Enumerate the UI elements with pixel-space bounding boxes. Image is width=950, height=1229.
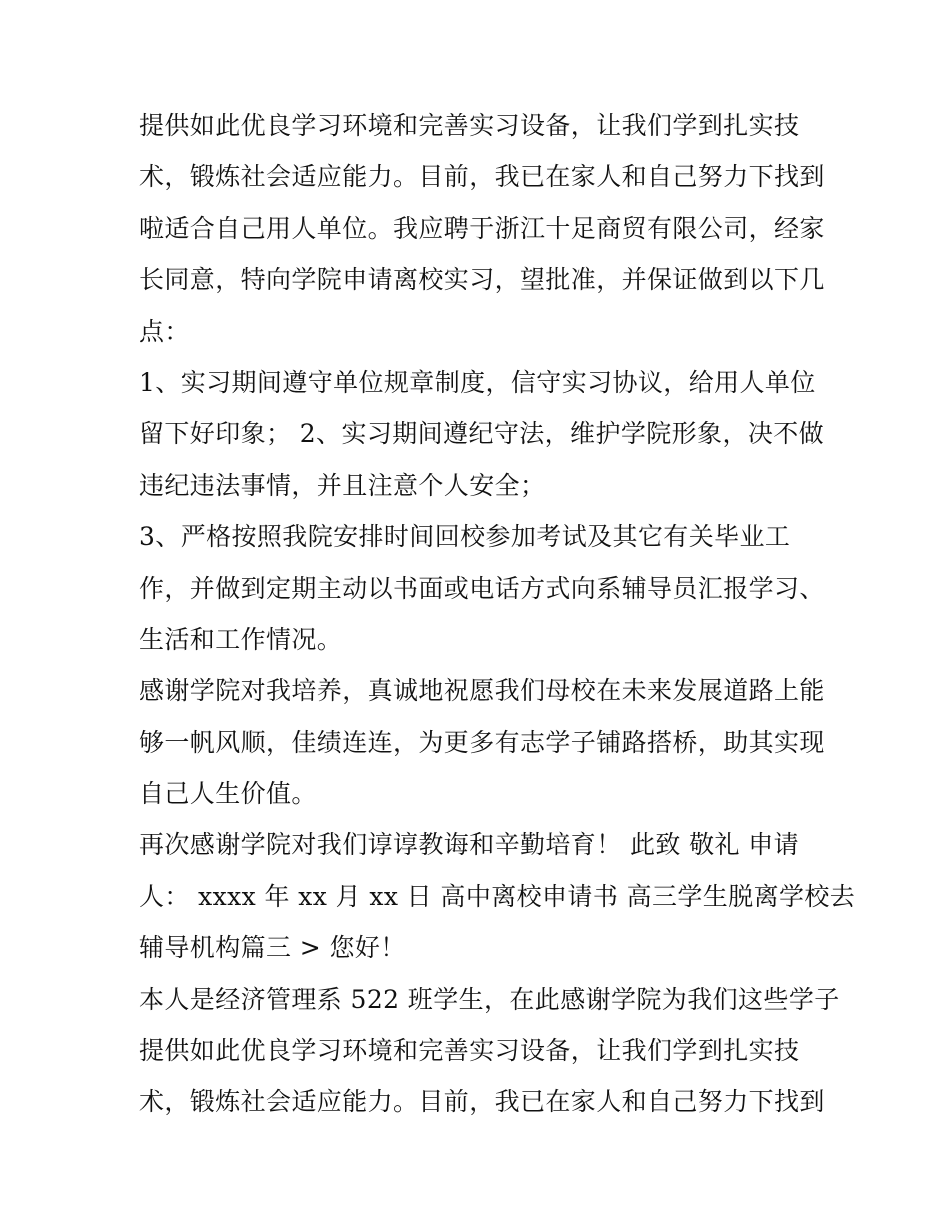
- text-line: 人： xxxx 年 xx 月 xx 日 高中离校申请书 高三学生脱离学校去: [139, 881, 856, 911]
- text-line: 啦适合自己用人单位。我应聘于浙江十足商贸有限公司，经家: [139, 213, 825, 243]
- text-line: 长同意，特向学院申请离校实习，望批准，并保证做到以下几: [139, 265, 825, 295]
- text-line: 提供如此优良学习环境和完善实习设备，让我们学到扎实技: [139, 111, 800, 140]
- text-line: 作，并做到定期主动以书面或电话方式向系辅导员汇报学习、: [139, 573, 825, 603]
- text-line: 再次感谢学院对我们谆谆教诲和辛勤培育！ 此致 敬礼 申请: [139, 830, 800, 860]
- text-line: 3、严格按照我院安排时间回校参加考试及其它有关毕业工: [139, 522, 791, 552]
- document-body: [139, 100, 856, 1128]
- text-line: 辅导机构篇三 > 您好！: [139, 933, 406, 963]
- text-line: 自己人生价值。: [139, 779, 317, 809]
- text-line: 生活和工作情况。: [139, 624, 343, 654]
- text-line: 够一帆风顺，佳绩连连，为更多有志学子铺路搭桥，助其实现: [139, 727, 825, 757]
- text-line: 提供如此优良学习环境和完善实习设备，让我们学到扎实技: [139, 1036, 800, 1066]
- text-line: 1、实习期间遵守单位规章制度，信守实习协议，给用人单位: [139, 367, 816, 397]
- text-line: 感谢学院对我培养，真诚地祝愿我们母校在未来发展道路上能: [139, 676, 825, 706]
- text-line: 违纪违法事情，并且注意个人安全；: [139, 470, 546, 500]
- text-line: 点：: [139, 316, 190, 346]
- text-line: 术，锻炼社会适应能力。目前，我已在家人和自己努力下找到: [139, 1087, 825, 1117]
- text-line: 术，锻炼社会适应能力。目前，我已在家人和自己努力下找到: [139, 162, 825, 192]
- text-line: 留下好印象； 2、实习期间遵纪守法，维护学院形象，决不做: [139, 419, 825, 449]
- text-line: 本人是经济管理系 522 班学生，在此感谢学院为我们这些学子: [139, 984, 840, 1014]
